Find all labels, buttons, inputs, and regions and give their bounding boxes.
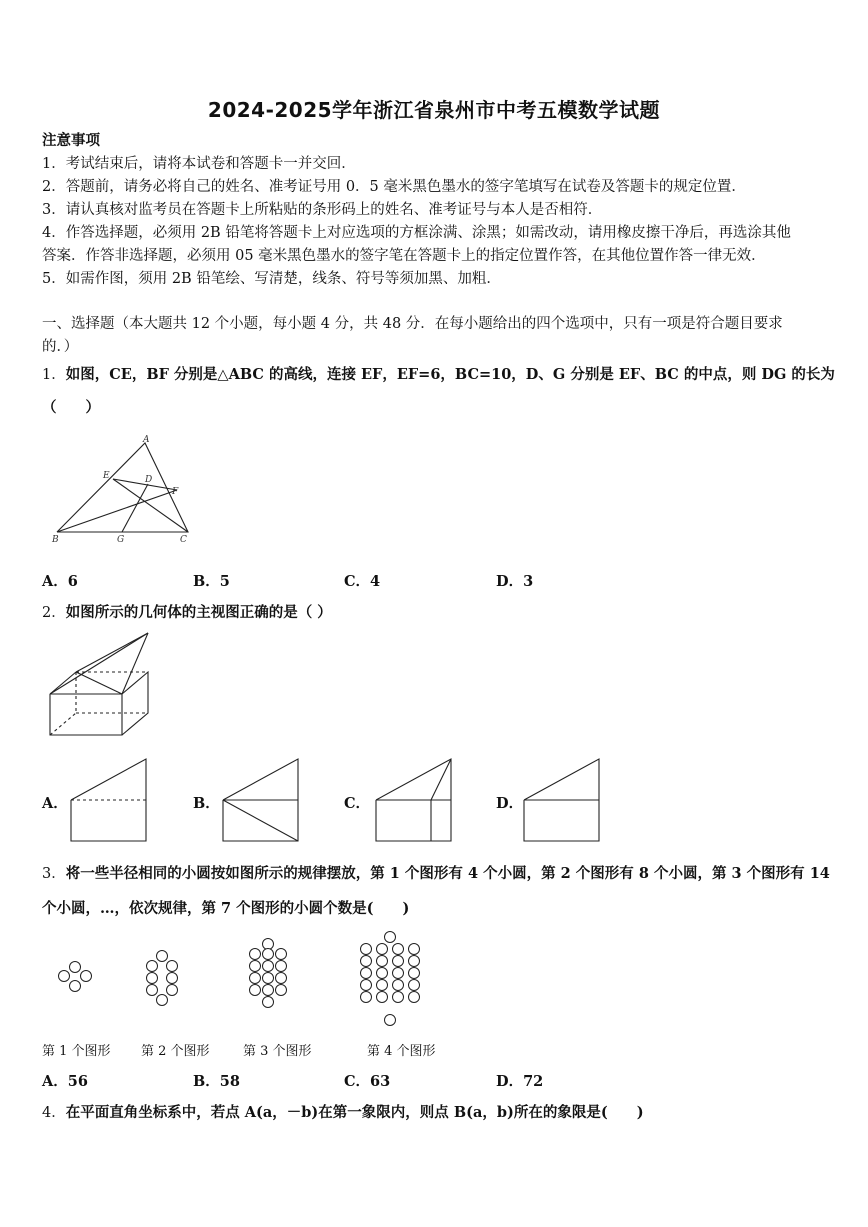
question-text-cont: 个小圆，…，依次规律，第 7 个图形的小圆个数是( ) [42, 900, 410, 917]
label-C: C [180, 535, 187, 545]
notice-item: 答案．作答非选择题，必须用 05 毫米黑色墨水的签字笔在答题卡上的指定位置作答，在其他位置作答一律无效． [42, 248, 766, 264]
option-b[interactable]: B． [193, 795, 220, 812]
label-D: D [145, 475, 153, 485]
pattern-figure-1 [59, 962, 92, 992]
label-G: G [117, 535, 125, 545]
option-b[interactable]: B．5 [193, 573, 230, 590]
figure-caption: 第 1 个图形 [42, 1044, 111, 1059]
option-d[interactable]: D．72 [496, 1073, 544, 1090]
question-number: 1． [42, 367, 66, 383]
figure-caption: 第 2 个图形 [141, 1044, 210, 1059]
notice-item: 2．答题前，请务必将自己的姓名、准考证号用 0．5 毫米黑色墨水的签字笔填写在试卷及答题卡的规定位置． [42, 179, 746, 195]
question-number: 3． [42, 866, 66, 882]
pattern-figure-4 [361, 932, 420, 1026]
question-text: 在平面直角坐标系中，若点 A(a，－b)在第一象限内，则点 B(a，b)所在的象限是( ) [65, 1104, 644, 1121]
option-a[interactable]: A．6 [42, 573, 78, 590]
question-number: 2． [42, 605, 66, 621]
answer-blank: （ ） [42, 399, 100, 416]
option-d[interactable]: D． [496, 795, 524, 812]
label-F: F [172, 487, 179, 497]
figure-caption: 第 3 个图形 [243, 1044, 312, 1059]
option-c[interactable]: C．63 [344, 1073, 391, 1090]
question-text: 将一些半径相同的小圆按如图所示的规律摆放，第 1 个图形有 4 个小圆，第 2 个图形有 8 个小圆，第 3 个图形有 14 [65, 865, 830, 882]
option-d[interactable]: D．3 [496, 573, 534, 590]
option-a[interactable]: A． [42, 795, 68, 812]
notice-item: 1．考试结束后，请将本试卷和答题卡一并交回． [42, 156, 356, 172]
notice-item: 3．请认真核对监考员在答题卡上所粘贴的条形码上的姓名、准考证号与本人是否相符． [42, 202, 603, 218]
question-number: 4． [42, 1105, 66, 1121]
option-b[interactable]: B．58 [193, 1073, 240, 1090]
label-E: E [103, 471, 110, 481]
pattern-figure-3 [250, 939, 287, 1008]
section-heading-cont: 的．） [42, 339, 79, 355]
question-text: 如图，CE，BF 分别是△ABC 的高线，连接 EF，EF=6，BC=10，D、G 分别是 EF、BC 的中点，则 DG 的长为 [65, 366, 835, 383]
pattern-figure-2 [147, 951, 178, 1006]
notice-heading: 注意事项 [42, 132, 100, 149]
option-c[interactable]: C． [344, 795, 371, 812]
label-B: B [52, 535, 59, 545]
option-c[interactable]: C．4 [344, 573, 381, 590]
notice-item: 4．作答选择题，必须用 2B 铅笔将答题卡上对应选项的方框涂满、涂黑；如需改动，请用橡皮擦干净后，再选涂其他 [42, 225, 791, 241]
question-text: 如图所示的几何体的主视图正确的是（ ） [65, 604, 332, 621]
section-heading: 一、选择题（本大题共 12 个小题，每小题 4 分，共 48 分．在每小题给出的四个选项中，只有一项是符合题目要求 [42, 316, 783, 332]
option-a[interactable]: A．56 [42, 1073, 88, 1090]
question-4 [42, 1103, 644, 1123]
page-title: 2024-2025学年浙江省泉州市中考五模数学试题 [207, 98, 661, 122]
notice-item: 5．如需作图，须用 2B 铅笔绘、写清楚，线条、符号等须加黑、加粗． [42, 271, 501, 287]
label-A: A [143, 435, 150, 445]
figure-caption: 第 4 个图形 [367, 1044, 436, 1059]
